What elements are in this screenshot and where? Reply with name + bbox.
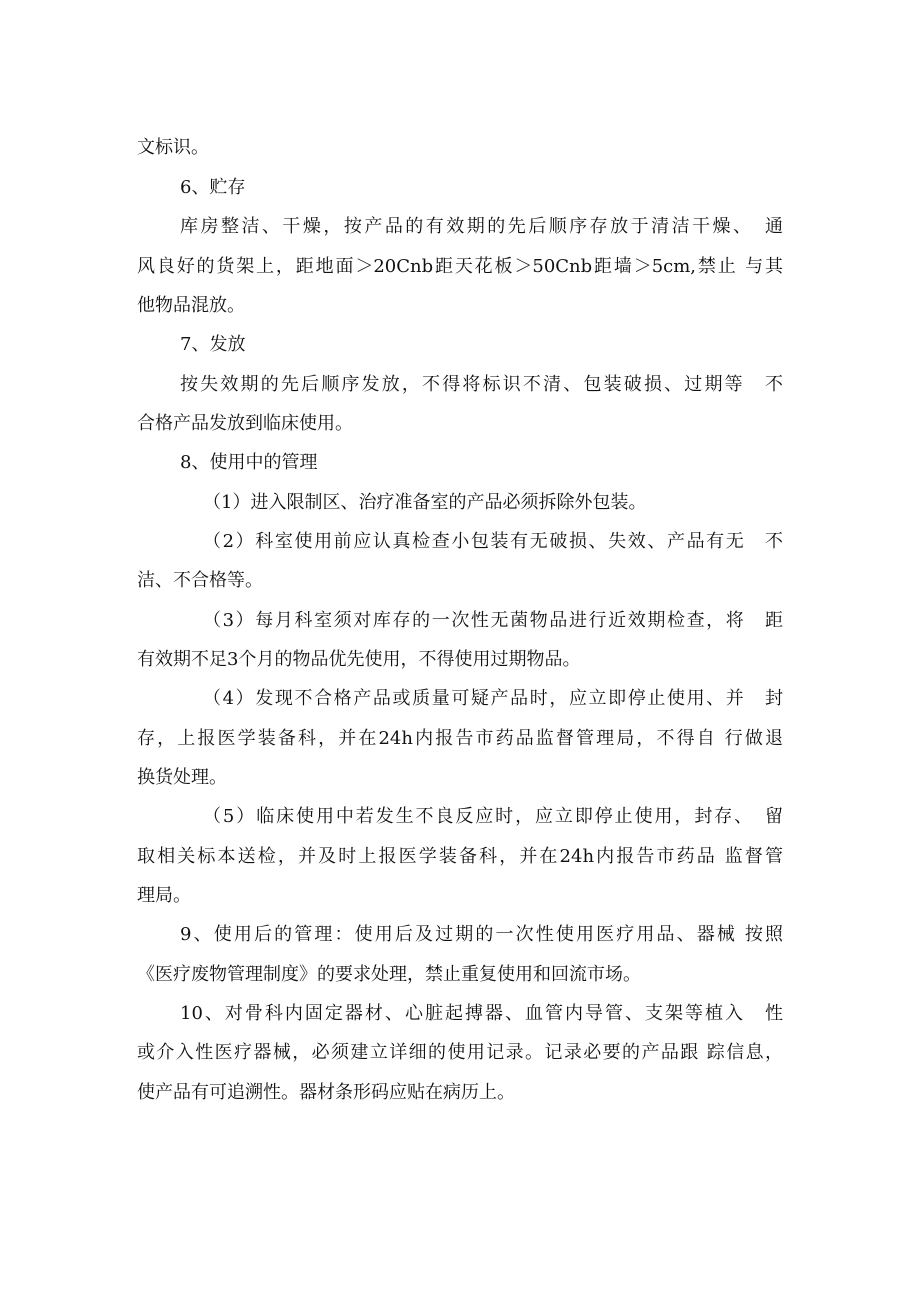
text-line-07: 按失效期的先后顺序发放，不得将标识不清、包装破损、过期等 不	[180, 374, 783, 395]
text-line-05: 他物品混放。	[137, 295, 245, 316]
list-item-1: （1）进入限制区、治疗准备室的产品必须拆除外包装。	[203, 492, 647, 513]
text-line-12: 洁、不合格等。	[137, 570, 263, 591]
text-line-19: 取相关标本送检，并及时上报医学装备科，并在24h内报告市药品 监督管	[137, 846, 783, 867]
text-line-20: 理局。	[137, 885, 191, 906]
text-line-01: 文标识。	[137, 137, 209, 158]
list-item-2: （2）科室使用前应认真检查小包装有无破损、失效、产品有无 不	[203, 531, 783, 552]
section-heading-storage: 6、贮存	[180, 177, 246, 198]
text-line-24: 或介入性医疗器械，必须建立详细的使用记录。记录必要的产品跟 踪信息，	[137, 1042, 783, 1063]
list-item-5: （5）临床使用中若发生不良反应时，应立即停止使用，封存、 留	[203, 806, 783, 827]
text-line-08: 合格产品发放到临床使用。	[137, 413, 353, 434]
text-line-22: 《医疗废物管理制度》的要求处理，禁止重复使用和回流市场。	[137, 964, 641, 985]
section-heading-implants: 10、对骨科内固定器材、心脏起搏器、血管内导管、支架等植入 性	[180, 1003, 783, 1024]
list-item-4: （4）发现不合格产品或质量可疑产品时，应立即停止使用、并 封	[203, 688, 783, 709]
text-line-16: 存，上报医学装备科，并在24h内报告市药品监督管理局，不得自 行做退	[137, 728, 783, 749]
text-line-03: 库房整洁、干燥，按产品的有效期的先后顺序存放于清洁干燥、 通	[180, 216, 783, 237]
section-heading-after-use: 9、使用后的管理：使用后及过期的一次性使用医疗用品、器械 按照	[180, 924, 783, 945]
text-line-04: 风良好的货架上，距地面＞20Cnb距天花板＞50Cnb距墙＞5cm,禁止 与其	[137, 256, 783, 277]
text-line-25: 使产品有可追溯性。器材条形码应贴在病历上。	[137, 1082, 515, 1103]
section-heading-usage: 8、使用中的管理	[180, 452, 318, 473]
section-heading-distribution: 7、发放	[180, 334, 246, 355]
list-item-3: （3）每月科室须对库存的一次性无菌物品进行近效期检查，将 距	[203, 610, 783, 631]
text-line-17: 换货处理。	[137, 767, 227, 788]
text-line-14: 有效期不足3个月的物品优先使用，不得使用过期物品。	[137, 649, 581, 670]
